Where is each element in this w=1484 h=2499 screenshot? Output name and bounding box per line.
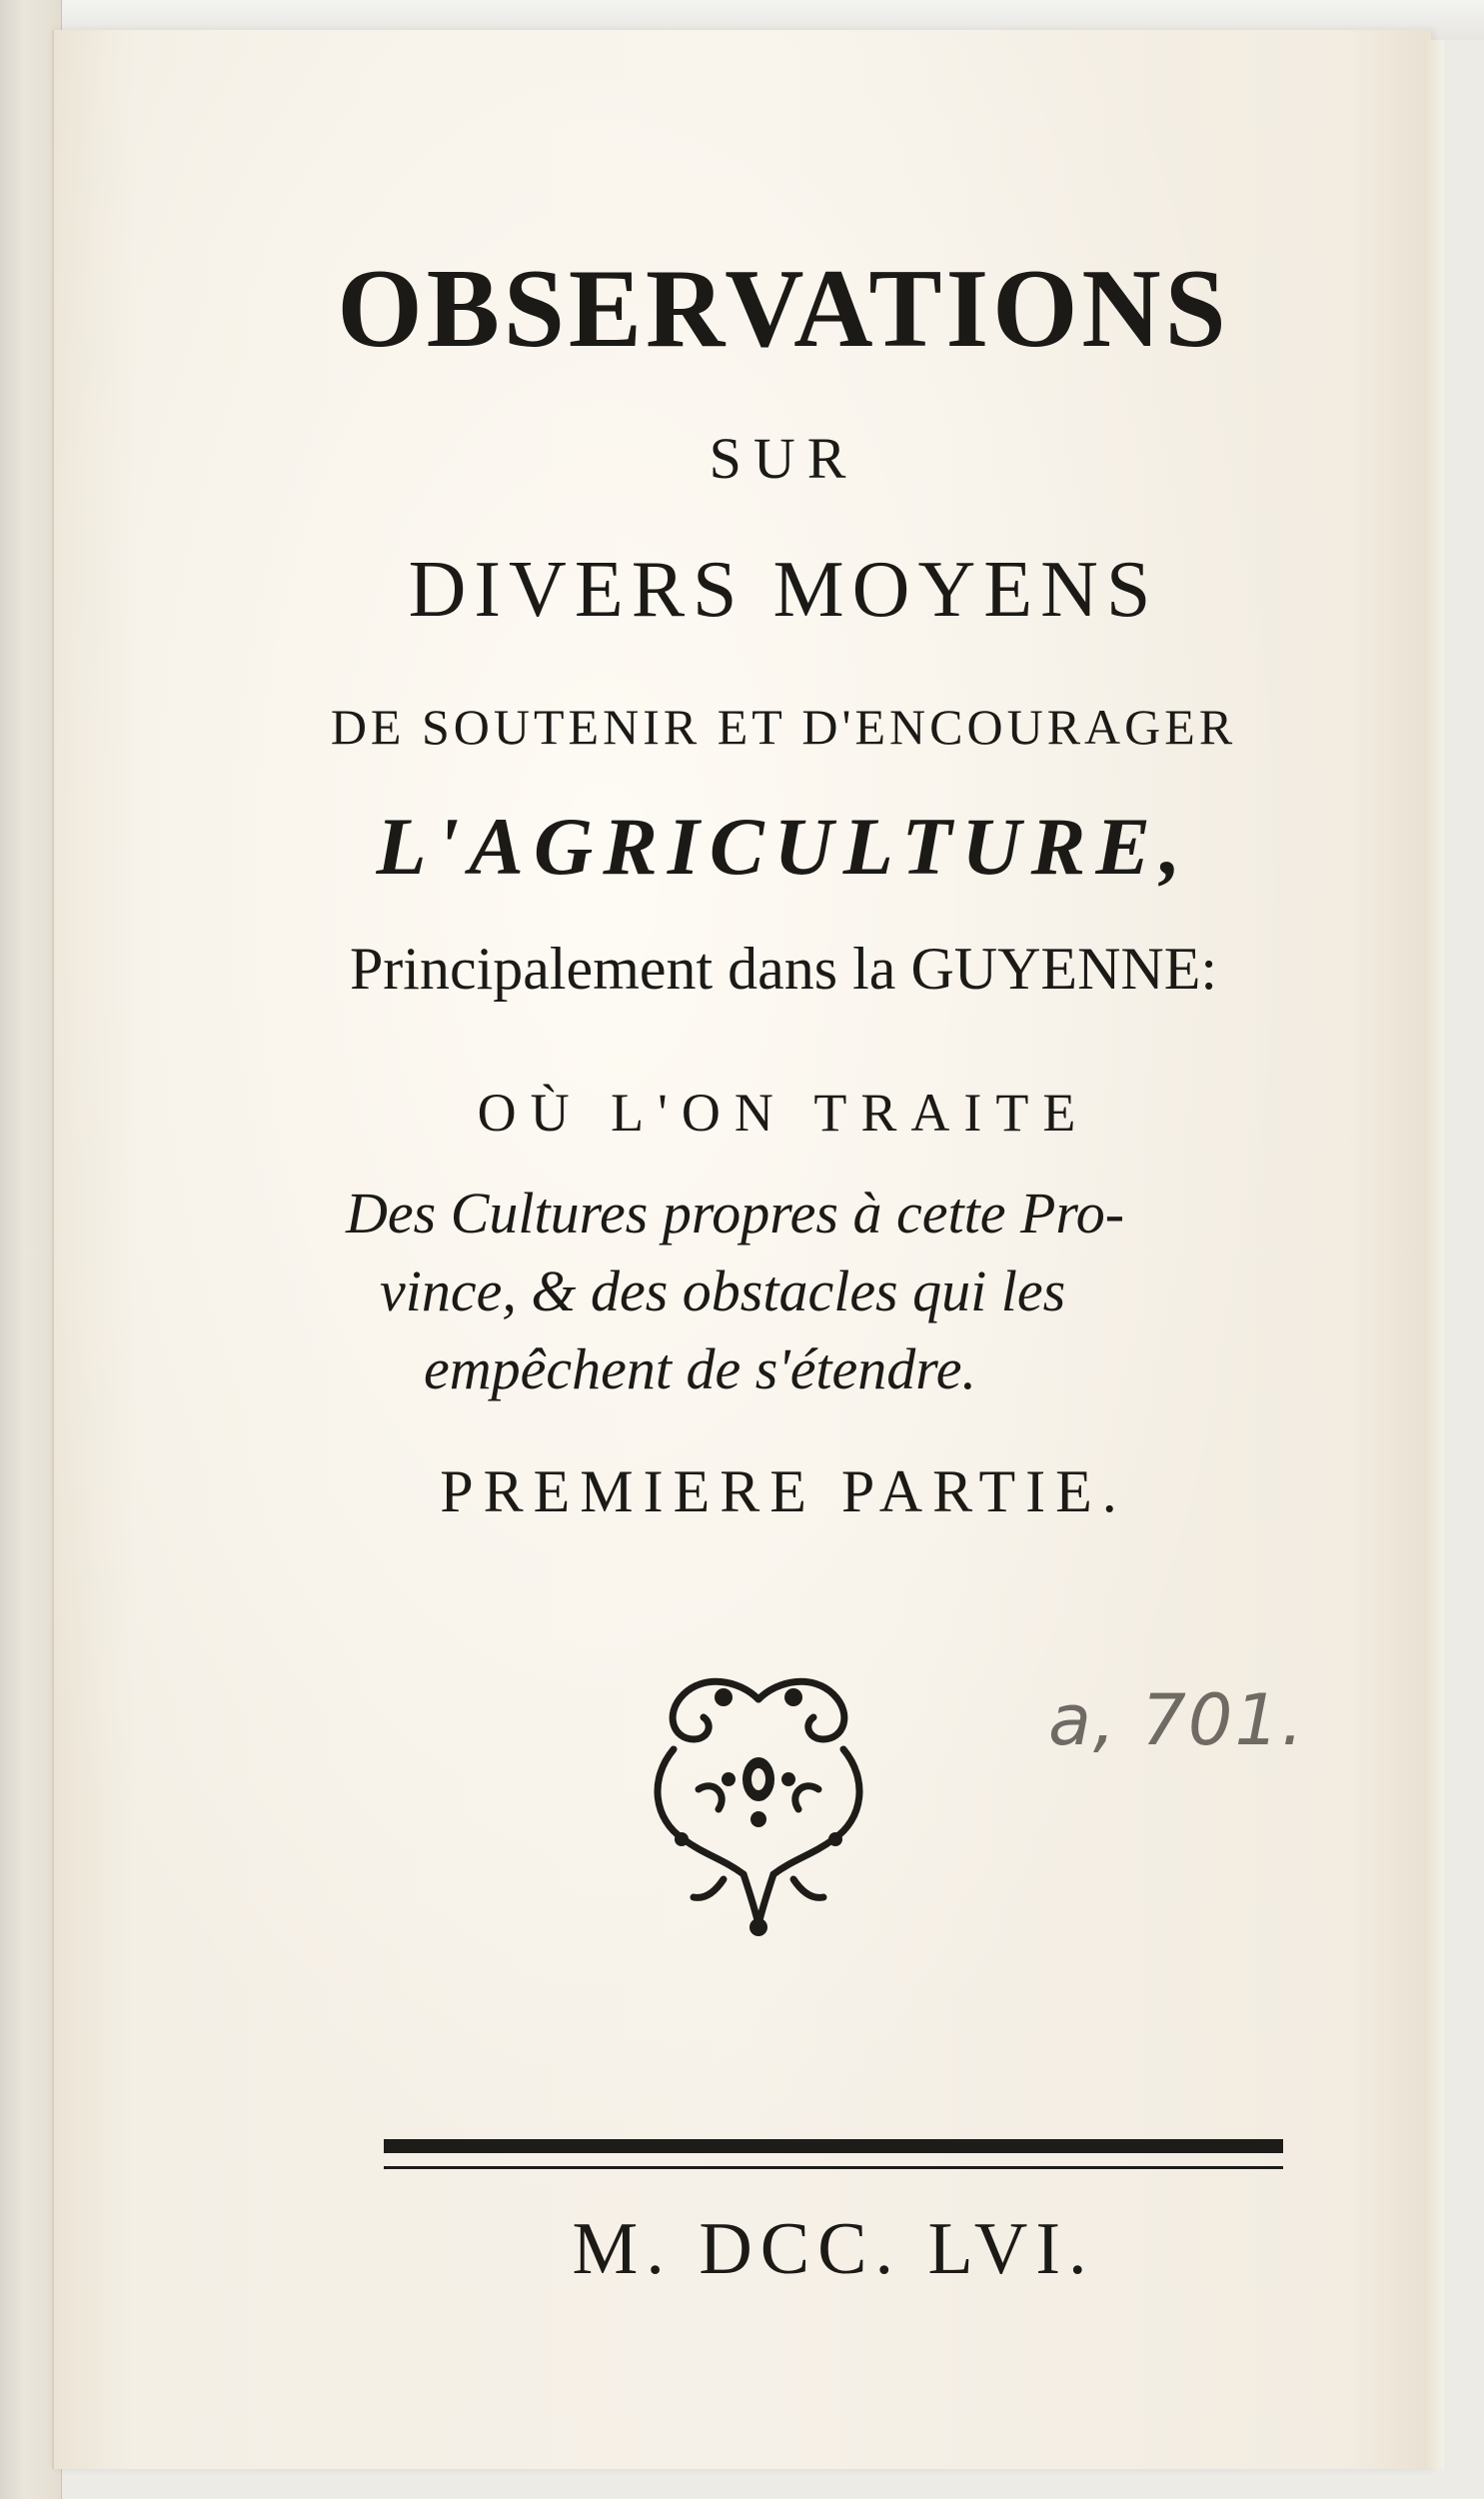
title-premiere-partie: PREMIERE PARTIE.: [440, 1458, 1127, 1524]
handwritten-shelf-mark: a, 701.: [1048, 1679, 1306, 1761]
rule-thick: [384, 2139, 1283, 2153]
title-soutenir: DE SOUTENIR ET D'ENCOURAGER: [330, 699, 1237, 755]
rule-thin: [384, 2166, 1283, 2169]
right-page-edge: [1424, 40, 1444, 2469]
title-sur: SUR: [709, 426, 858, 491]
subtitle-line-2: vince, & des obstacles qui les: [380, 1258, 1066, 1323]
subtitle-line-1: Des Cultures propres à cette Pro-: [346, 1181, 1125, 1246]
title-observations: OBSERVATIONS: [337, 247, 1230, 371]
title-agriculture: L'AGRICULTURE,: [376, 801, 1191, 892]
title-page: [52, 30, 1431, 2469]
subtitle-italic: [284, 1175, 1283, 1408]
title-divers-moyens: DIVERS MOYENS: [408, 546, 1159, 634]
title-guyenne: Principalement dans la GUYENNE:: [349, 936, 1218, 1002]
subtitle-line-3: empêchent de s'étendre.: [424, 1336, 976, 1401]
fleuron-ornament-icon: [644, 1669, 873, 1939]
publication-date: M. DCC. LVI.: [572, 2208, 1095, 2290]
title-ou-lon-traite: OÙ L'ON TRAITE: [477, 1083, 1090, 1143]
